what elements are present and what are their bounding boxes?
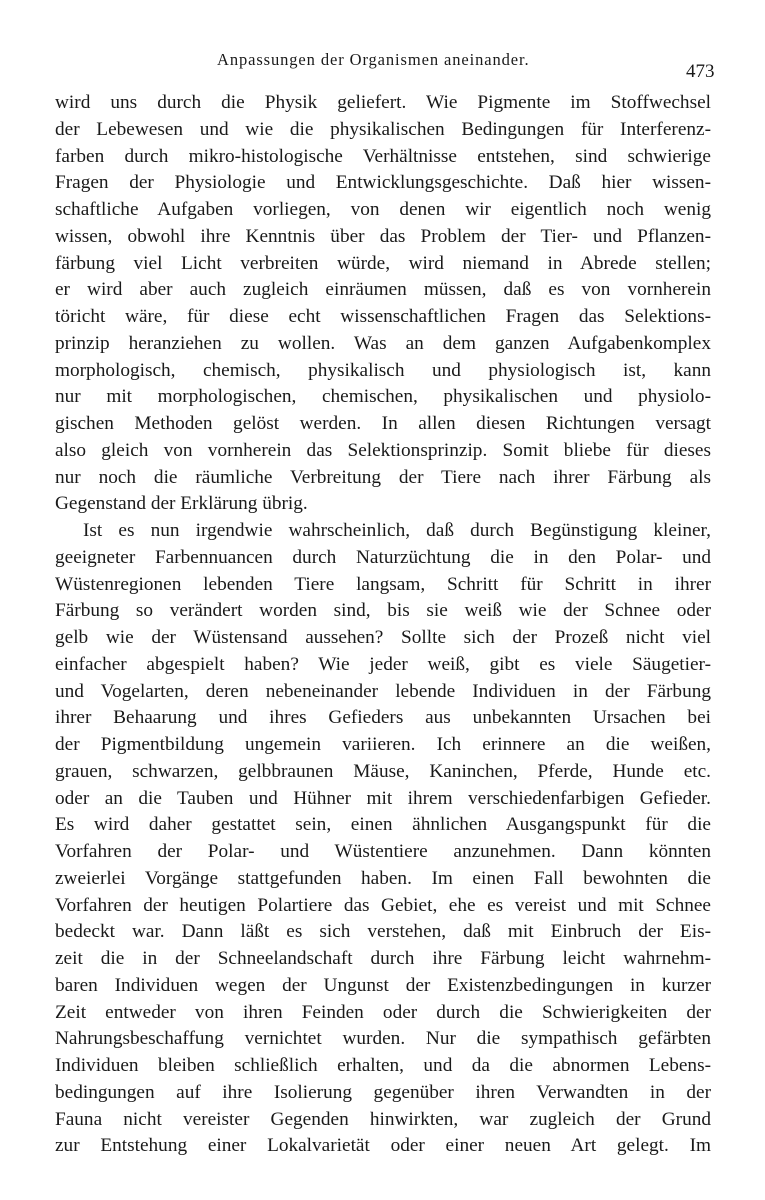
text-line: Vorfahren der Polar- und Wüstentiere anzunehmen. Dann könnten (55, 841, 711, 862)
text-line: Es wird daher gestattet sein, einen ähnlichen Ausgangspunkt für die (55, 814, 711, 836)
text-line: baren Individuen wegen der Ungunst der Existenzbedingungen in kurzer (55, 974, 711, 996)
text-line: töricht wäre, für diese echt wissenschaftlichen Fragen das Selektions- (55, 306, 711, 327)
text-line: Fragen der Physiologie und Entwicklungsgeschichte. Daß hier wissen- (55, 172, 711, 194)
running-head (0, 50, 765, 82)
text-line: der Pigmentbildung ungemein variieren. Ich erinnere an die weißen, (55, 734, 711, 755)
text-line: nur mit morphologischen, chemischen, physikalischen und physiolo- (55, 386, 711, 408)
text-line: Vorfahren der heutigen Polartiere das Gebiet, ehe es vereist und mit Schnee (55, 894, 711, 916)
text-line: färbung viel Licht verbreiten würde, wird niemand in Abrede stellen; (55, 252, 711, 274)
text-line: er wird aber auch zugleich einräumen müssen, daß es von vornherein (55, 279, 711, 301)
text-line: zweierlei Vorgänge stattgefunden haben. Im einen Fall bewohnten die (55, 867, 711, 889)
text-line: nur noch die räumliche Verbreitung der Tiere nach ihrer Färbung als (55, 466, 711, 488)
text-line: gelb wie der Wüstensand aussehen? Sollte sich der Prozeß nicht viel (55, 627, 711, 648)
text-line: oder an die Tauben und Hühner mit ihrem verschiedenfarbigen Gefieder. (55, 787, 711, 809)
text-line: Individuen bleiben schließlich erhalten, und da die abnormen Lebens- (55, 1055, 711, 1076)
text-line: ihrer Behaarung und ihres Gefieders aus unbekannten Ursachen bei (55, 707, 711, 729)
text-line: geeigneter Farbennuancen durch Naturzüchtung die in den Polar- und (55, 546, 711, 568)
text-line: zur Entstehung einer Lokalvarietät oder einer neuen Art gelegt. Im (55, 1135, 711, 1157)
text-line: also gleich von vornherein das Selektionsprinzip. Somit bliebe für dieses (55, 439, 711, 461)
text-line: einfacher abgespielt haben? Wie jeder weiß, gibt es viele Säugetier- (55, 653, 711, 675)
text-line: Nahrungsbeschaffung vernichtet wurden. Nur die sympathisch gefärbten (55, 1028, 711, 1050)
text-line: Wüstenregionen lebenden Tiere langsam, Schritt für Schritt in ihrer (55, 573, 711, 595)
text-line: Färbung so verändert worden sind, bis sie weiß wie der Schnee oder (55, 600, 711, 622)
text-line: wissen, obwohl ihre Kenntnis über das Problem der Tier- und Pflanzen- (55, 225, 711, 247)
text-line: wird uns durch die Physik geliefert. Wie Pigmente im Stoffwechsel (55, 92, 711, 113)
body-text (55, 90, 711, 1160)
text-line: und Vogelarten, deren nebeneinander lebende Individuen in der Färbung (55, 680, 711, 702)
text-line: farben durch mikro-histologische Verhältnisse entstehen, sind schwierige (55, 145, 711, 167)
text-line: bedeckt war. Dann läßt es sich verstehen, daß mit Einbruch der Eis- (55, 921, 711, 943)
text-line: schaftliche Aufgaben vorliegen, von denen wir eigentlich noch wenig (55, 199, 711, 220)
page-number: 473 (686, 61, 715, 82)
text-line: grauen, schwarzen, gelbbraunen Mäuse, Kaninchen, Pferde, Hunde etc. (55, 760, 711, 782)
text-line: zeit die in der Schneelandschaft durch ihre Färbung leicht wahrnehm- (55, 948, 711, 969)
text-line: prinzip heranziehen zu wollen. Was an dem ganzen Aufgabenkomplex (55, 332, 711, 354)
running-title: Anpassungen der Organismen aneinander. (217, 50, 530, 69)
text-line: der Lebewesen und wie die physikalischen Bedingungen für Interferenz- (55, 118, 711, 140)
text-line: Fauna nicht vereister Gegenden hinwirkten, war zugleich der Grund (55, 1108, 711, 1130)
paragraph-first-line: Ist es nun irgendwie wahrscheinlich, daß durch Begünstigung kleiner, (83, 520, 711, 541)
paragraph-last-line: Gegenstand der Erklärung übrig. (55, 493, 308, 515)
text-line: Zeit entweder von ihren Feinden oder durch die Schwierigkeiten der (55, 1001, 711, 1023)
text-line: morphologisch, chemisch, physikalisch und physiologisch ist, kann (55, 359, 711, 381)
text-line: gischen Methoden gelöst werden. In allen diesen Richtungen versagt (55, 413, 711, 434)
text-line: bedingungen auf ihre Isolierung gegenüber ihren Verwandten in der (55, 1081, 711, 1103)
